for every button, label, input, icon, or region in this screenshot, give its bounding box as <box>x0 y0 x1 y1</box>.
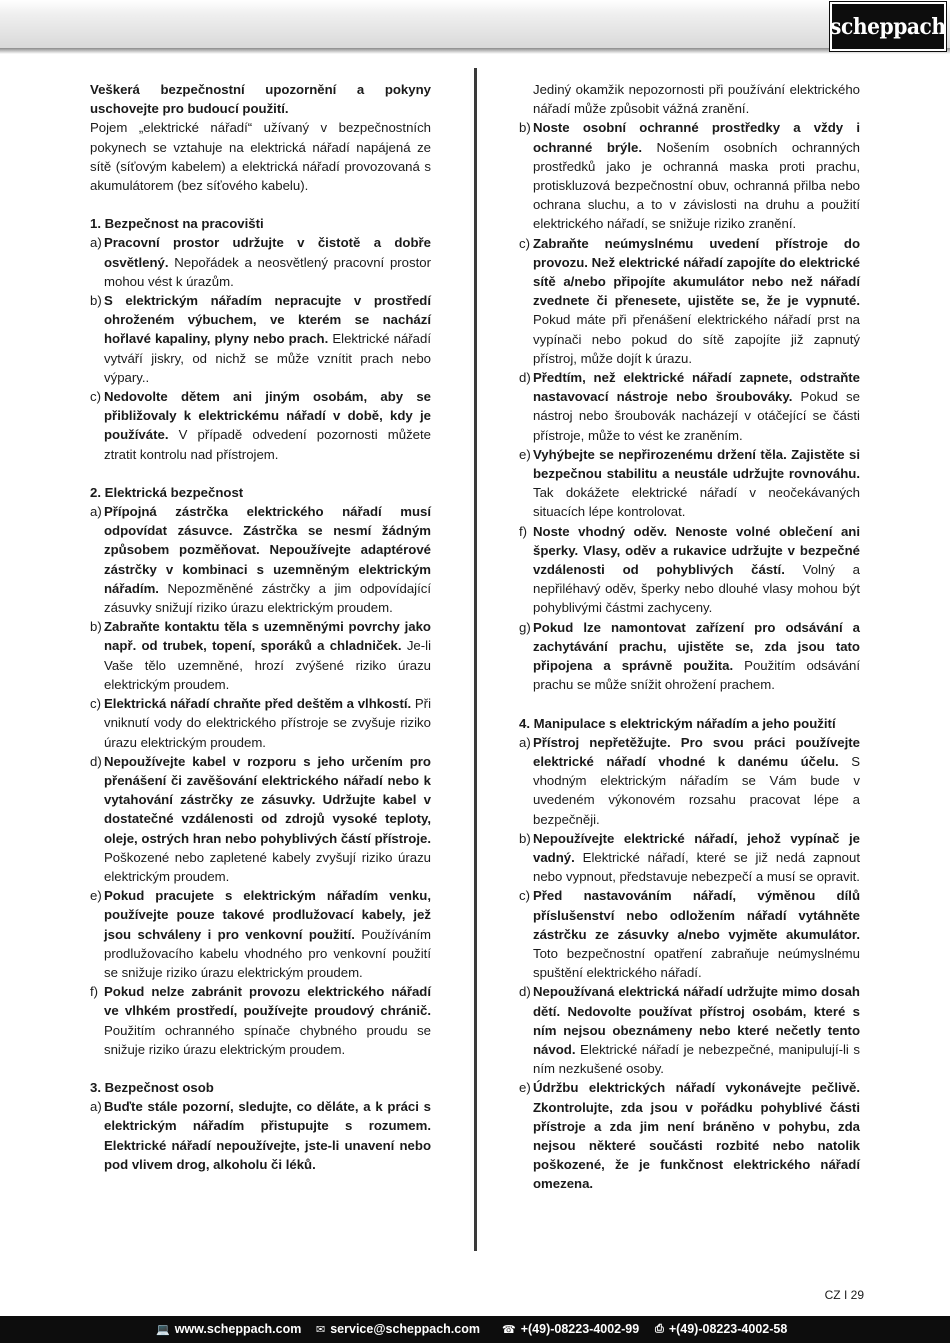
list-item: a) Přístroj nepřetěžujte. Pro svou práci používejte elektrické nářadí vhodné k danému účelu. S vhodným elektrickým nářadím se Vám bude v uvedeném výkonovém rozsahu pracovat lépe a bezpečněji. <box>519 734 860 827</box>
list-item: b) Zabraňte kontaktu těla s uzemněnými povrchy jako např. od trubek, topení, sporáků a chladniček. Je-li Vaše tělo uzemněné, hrozí zvýšené riziko úrazu elektrickým proudem. <box>90 619 431 692</box>
column-divider <box>474 68 477 1251</box>
footer-phone-text: +(49)-08223-4002-99 <box>520 1322 640 1336</box>
fax-icon: ⎙ <box>655 1322 664 1335</box>
footer-fax[interactable] <box>655 1322 787 1336</box>
list-item: b) S elektrickým nářadím nepracujte v prostředí ohroženém výbuchem, ve kterém se nachází hořlavé kapaliny, plyny nebo prach. Elektrické nářadí vytváří jiskry, od nichž se může vznítit prach nebo výpary.. <box>90 293 432 385</box>
logo-text: scheppach <box>830 13 946 40</box>
list-item: b) Nepoužívejte elektrické nářadí, jehož vypínač je vadný. Elektrické nářadí, které se již nedá zapnout nebo vypnout, představuje nebezpečí a musí se opravit. <box>519 830 860 885</box>
footer-web[interactable] <box>156 1322 301 1336</box>
section-3-title: 3. Bezpečnost osob <box>90 1079 214 1095</box>
footer-bar <box>0 1316 950 1343</box>
list-item: a) Pracovní prostor udržujte v čistotě a dobře osvětlený. Nepořádek a neosvětlený pracovní prostor mohou vést k úrazům. <box>90 235 431 289</box>
email-icon: ✉ <box>316 1323 326 1336</box>
list-item: e) Pokud pracujete s elektrickým nářadím venku, používejte pouze takové prodlužovací kabely, jež jsou schváleny i pro venkovní použití. Používáním prodlužovacího kabelu vhodného pro venkovní použití se snižuje riziko úrazu elektrickým proudem. <box>90 888 431 980</box>
list-item: a) Buďte stále pozorní, sledujte, co děláte, a k práci s elektrickým nářadím přistupujte s rozumem. Elektrické nářadí nepoužívejte, jste-li unavení nebo pod vlivem drog, alkoholu či léků. <box>90 1099 431 1172</box>
list-item: g) Pokud lze namontovat zařízení pro odsávání a zachytávání prachu, ujistěte se, zda jsou tato připojena a správně použita. Použitím odsávání prachu se může snížit ohrožení prachem. <box>519 619 860 693</box>
footer-fax-text: +(49)-08223-4002-58 <box>668 1322 788 1336</box>
intro-paragraph <box>90 80 431 195</box>
list-item: e) Vyhýbejte se nepřirozenému držení těla. Zajistěte si bezpečnou stabilitu a neustále udržujte rovnováhu. Tak dokážete elektrické nářadí v neočekávaných situacích lépe kontrolovat. <box>519 446 860 520</box>
list-item: e) Údržbu elektrických nářadí vykonávejte pečlivě. Zkontrolujte, zda jsou v pořádku pohyblivé části přístroje a zda jim není bráněno v pohybu, zda nejsou některé součásti rozbité nebo natolik poškozené, že je funkčnost elektrického nářadí omezena. <box>519 1080 860 1192</box>
footer-email-text: service@scheppach.com <box>330 1322 480 1336</box>
list-item: d) Předtím, než elektrické nářadí zapnete, odstraňte nastavovací nástroje nebo šroubováky. Pokud se nástroj nebo šroubovák nacházejí v otáčející se části přístroje, může to vést ke zraněním. <box>519 370 860 443</box>
header-shadow <box>0 48 950 54</box>
footer-phone[interactable] <box>502 1322 639 1336</box>
section-1-title: 1. Bezpečnost na pracovišti <box>90 216 264 232</box>
phone-icon: ☎ <box>502 1323 516 1336</box>
intro-bold: Veškerá bezpečnostní upozornění a pokyny uschovejte pro budoucí použití. <box>90 82 431 117</box>
scheppach-logo <box>830 2 946 51</box>
right-column <box>519 80 860 1194</box>
footer-email[interactable] <box>316 1322 480 1336</box>
list-item: d) Nepoužívejte kabel v rozporu s jeho určením pro přenášení či zavěšování elektrického nářadí nebo k vytahování zástrčky ze zásuvky. Udržujte kabel v dostatečné vzdálenosti od zdrojů vysoké teploty, oleje, ostrých hran nebo pohyblivých částí přístroje. Poškozené nebo zapletené kabely zvyšují riziko úrazu elektrickým proudem. <box>90 753 431 884</box>
list-item: c) Před nastavováním nářadí, výměnou dílů příslušenství nebo odložením nářadí vytáhněte zástrčku ze zásuvky a/nebo vyjměte akumulátor. Toto bezpečnostní opatření zabraňuje neúmyslnému spuštění elektrického nářadí. <box>519 888 860 981</box>
section-2-title: 2. Elektrická bezpečnost <box>90 484 244 500</box>
list-item: f) Pokud nelze zabránit provozu elektrického nářadí ve vlhkém prostředí, používejte proudový chránič. Použitím ochranného spínače chybného proudu se snižuje riziko úrazu elektrickým proudem. <box>90 984 431 1057</box>
list-item: d) Nepoužívaná elektrická nářadí udržujte mimo dosah dětí. Nedovolte používat přístroj osobám, které s ním nejsou obeznámeny nebo které nečetly tento návod. Elektrické nářadí je nebezpečné, manipulují-li s ním nezkušené osoby. <box>519 984 860 1077</box>
left-column <box>90 80 431 1174</box>
list-item-continuation: Jediný okamžik nepozornosti při používání elektrického nářadí může způsobit vážná zranění. <box>533 82 860 117</box>
intro-text: Pojem „elektrické nářadí“ užívaný v bezpečnostních pokynech se vztahuje na elektrická nářadí napájená ze sítě (síťovým kabelem) a elektrická nářadí provozovaná s akumulátorem (bez síťového kabelu). <box>90 120 431 194</box>
computer-icon: 💻 <box>156 1323 170 1336</box>
header-band <box>0 0 950 48</box>
list-item: c) Zabraňte neúmyslnému uvedení přístroje do provozu. Než elektrické nářadí zapojíte do elektrické sítě a/nebo připojíte akumulátor nebo než nářadí zvednete či přenesete, ujistěte se, že je vypnuté. Pokud máte při přenášení elektrického nářadí prst na vypínači nebo pokud do sítě zapojíte již zapnutý přístroj, může dojít k úrazu. <box>519 235 860 366</box>
page-number: CZ I 29 <box>824 1288 864 1302</box>
footer-web-text: www.scheppach.com <box>174 1322 302 1336</box>
list-item: f) Noste vhodný oděv. Nenoste volné oblečení ani šperky. Vlasy, oděv a rukavice udržujte v bezpečné vzdálenosti od pohyblivých částí. Volný a nepřiléhavý oděv, šperky nebo dlouhé vlasy mohou být pohyblivými částmi zachyceny. <box>519 523 860 616</box>
list-item: a) Přípojná zástrčka elektrického nářadí musí odpovídat zásuvce. Zástrčka se nesmí žádným způsobem pozměňovat. Nepoužívejte adaptérové zástrčky v kombinaci s uzemněným elektrickým nářadím. Nepozměněné zástrčky a jim odpovídající zásuvky snižují riziko úrazu elektrickým proudem. <box>90 504 431 616</box>
list-item: c) Nedovolte dětem ani jiným osobám, aby se přibližovaly k elektrickému nářadí v době, kdy je používáte. V případě odvedení pozornosti můžete ztratit kontrolu nad přístrojem. <box>90 389 431 462</box>
list-item: c) Elektrická nářadí chraňte před deštěm a vlhkostí. Při vniknutí vody do elektrického přístroje se zvyšuje riziko úrazu elektrickým proudem. <box>90 696 431 750</box>
list-item: b) Noste osobní ochranné prostředky a vždy i ochranné brýle. Nošením osobních ochranných prostředků jako je ochranná maska proti prachu, protiskluzová bezpečnostní obuv, ochranná přilba nebo ochrana sluchu, a to v závislosti na druhu a použití elektrického nářadí, se snižuje riziko zranění. <box>519 120 860 232</box>
section-4-title: 4. Manipulace s elektrickým nářadím a jeho použití <box>519 715 836 731</box>
